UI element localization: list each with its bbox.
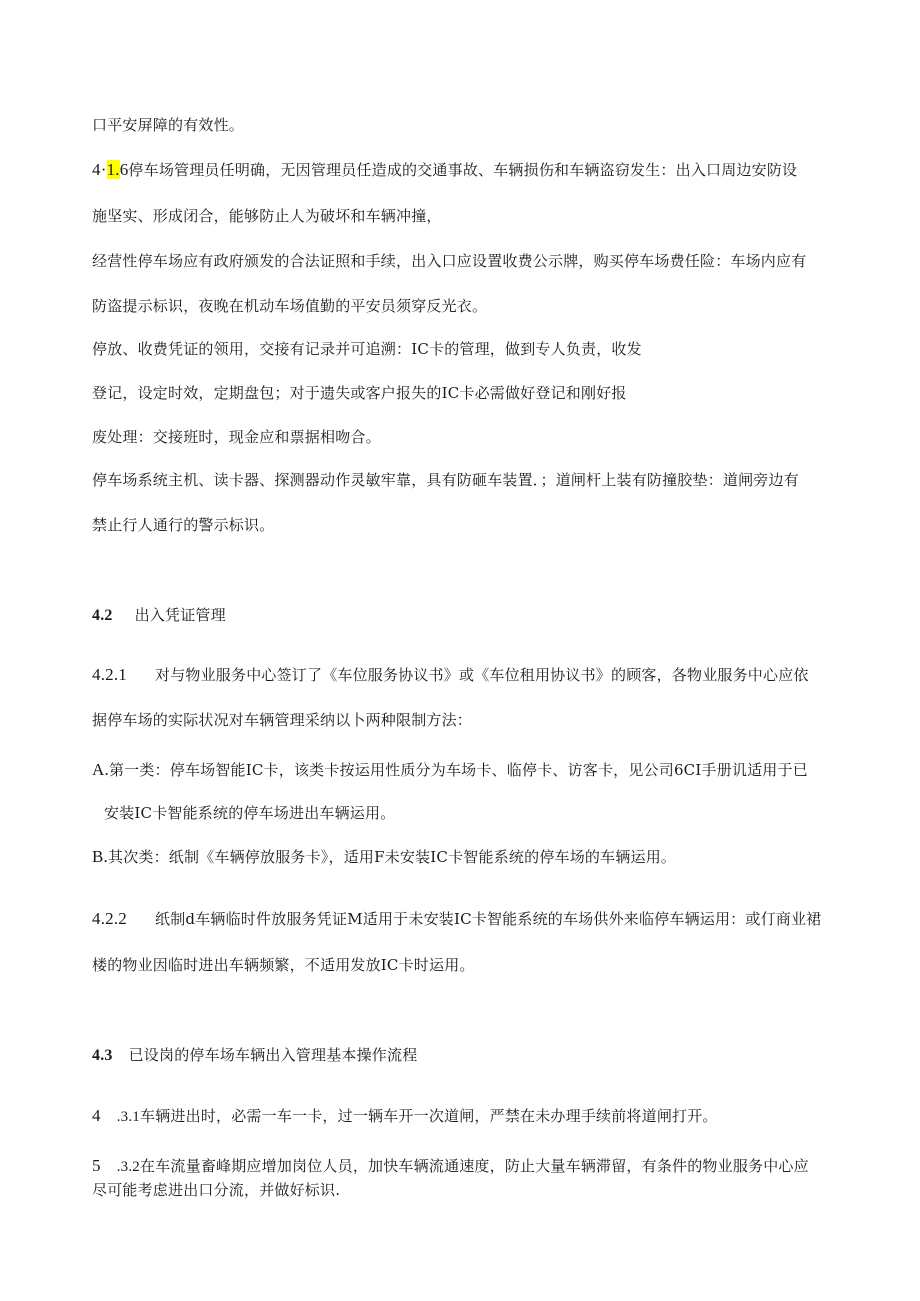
- clause-number: 4: [92, 1106, 101, 1125]
- paragraph-line: 停车场系统主机、读卡器、探测器动作灵敏牢靠，具有防砸车装置．；道闸杆上装有防撞胶垫：道闸旁边有: [92, 471, 799, 489]
- paragraph-line: 经营性停车场应有政府颁发的合法证照和手续，出入口应设置收费公示牌，购买停车场费任险：车场内应有: [92, 252, 807, 270]
- paragraph-line: 废处理：交接班时，现金应和票据相吻合。: [92, 428, 381, 446]
- clause-4-3-2: 5 .3.2在车流量畜峰期应增加岗位人员，加快车辆流通速度，防止大量车辆滞留，有条件的物业服务中心应: [92, 1156, 809, 1175]
- paragraph-line: 楼的物业因临时进出车辆频繁，不适用发放IC卡时运用。: [92, 956, 475, 974]
- paragraph-line: 停放、收费凭证的领用，交接有记录并可追溯：IC卡的管理，做到专人负责，收发: [92, 340, 642, 358]
- item-b: B.其次类：纸制《车辆停放服务卡》，适用F未安装IC卡智能系统的停车场的车辆运用。: [92, 847, 677, 866]
- clause-4-2-2: 4.2.2 纸制d车辆临时件放服务凭证M适用于未安装IC卡智能系统的车场供外来临停车辆运用：或仃商业裙: [92, 909, 822, 928]
- paragraph-line: 口平安屏障的有效性。: [92, 116, 245, 134]
- paragraph-line: 禁止行人通行的警示标识。: [92, 516, 275, 534]
- clause-4-1-6: 4·1.6停车场管理员任明确，无因管理员任造成的交通事故、车辆损伤和车辆盗窃发生：出入口周边安防设: [92, 160, 798, 179]
- paragraph-line: 防盗提示标识，夜晚在机动车场值勤的平安员须穿反光衣。: [92, 297, 488, 315]
- section-title: 已设岗的停车场车辆出入管理基本操作流程: [128, 1046, 418, 1064]
- clause-number: 5: [92, 1156, 101, 1175]
- section-number: 4.3: [92, 1047, 113, 1064]
- clause-number: 4·1.6: [92, 160, 129, 179]
- item-label: A.: [92, 760, 109, 779]
- section-number: 4.2: [92, 607, 113, 624]
- section-heading-4-3: [92, 1045, 417, 1066]
- paragraph-line: 尽可能考虑进出口分流，并做好标识.: [92, 1181, 341, 1199]
- paragraph-line: 施坚实、形成闭合，能够防止人为破坏和车辆冲撞，: [92, 207, 442, 225]
- paragraph-line: 登记，设定时效，定期盘包；对于遗失或客户报失的IC卡必需做好登记和刚好报: [92, 384, 627, 402]
- section-heading-4-2: [92, 605, 226, 626]
- clause-4-2-1: 4.2.1 对与物业服务中心签订了《车位服务协议书》或《车位租用协议书》的顾客，各物业服务中心应依: [92, 665, 809, 684]
- item-label: B.: [92, 847, 108, 866]
- clause-number: 4.2.1: [92, 665, 127, 684]
- clause-number: 4.2.2: [92, 909, 127, 928]
- paragraph-line: 据停车场的实际状况对车辆管理采纳以卜两种限制方法：: [92, 711, 473, 729]
- item-a: A.第一类：停车场智能IC卡，该类卡按运用性质分为车场卡、临停卡、访客卡，见公司6CI手册讥适用于已: [92, 760, 808, 779]
- paragraph-line: 安装IC卡智能系统的停车场进出车辆运用。: [104, 804, 396, 822]
- clause-4-3-1: 4 .3.1车辆进出时，必需一车一卡，过一辆车开一次道闸，严禁在未办理手续前将道闸打开。: [92, 1106, 718, 1125]
- section-title: 出入凭证管理: [134, 606, 226, 624]
- highlight-mark: 1.: [106, 160, 120, 179]
